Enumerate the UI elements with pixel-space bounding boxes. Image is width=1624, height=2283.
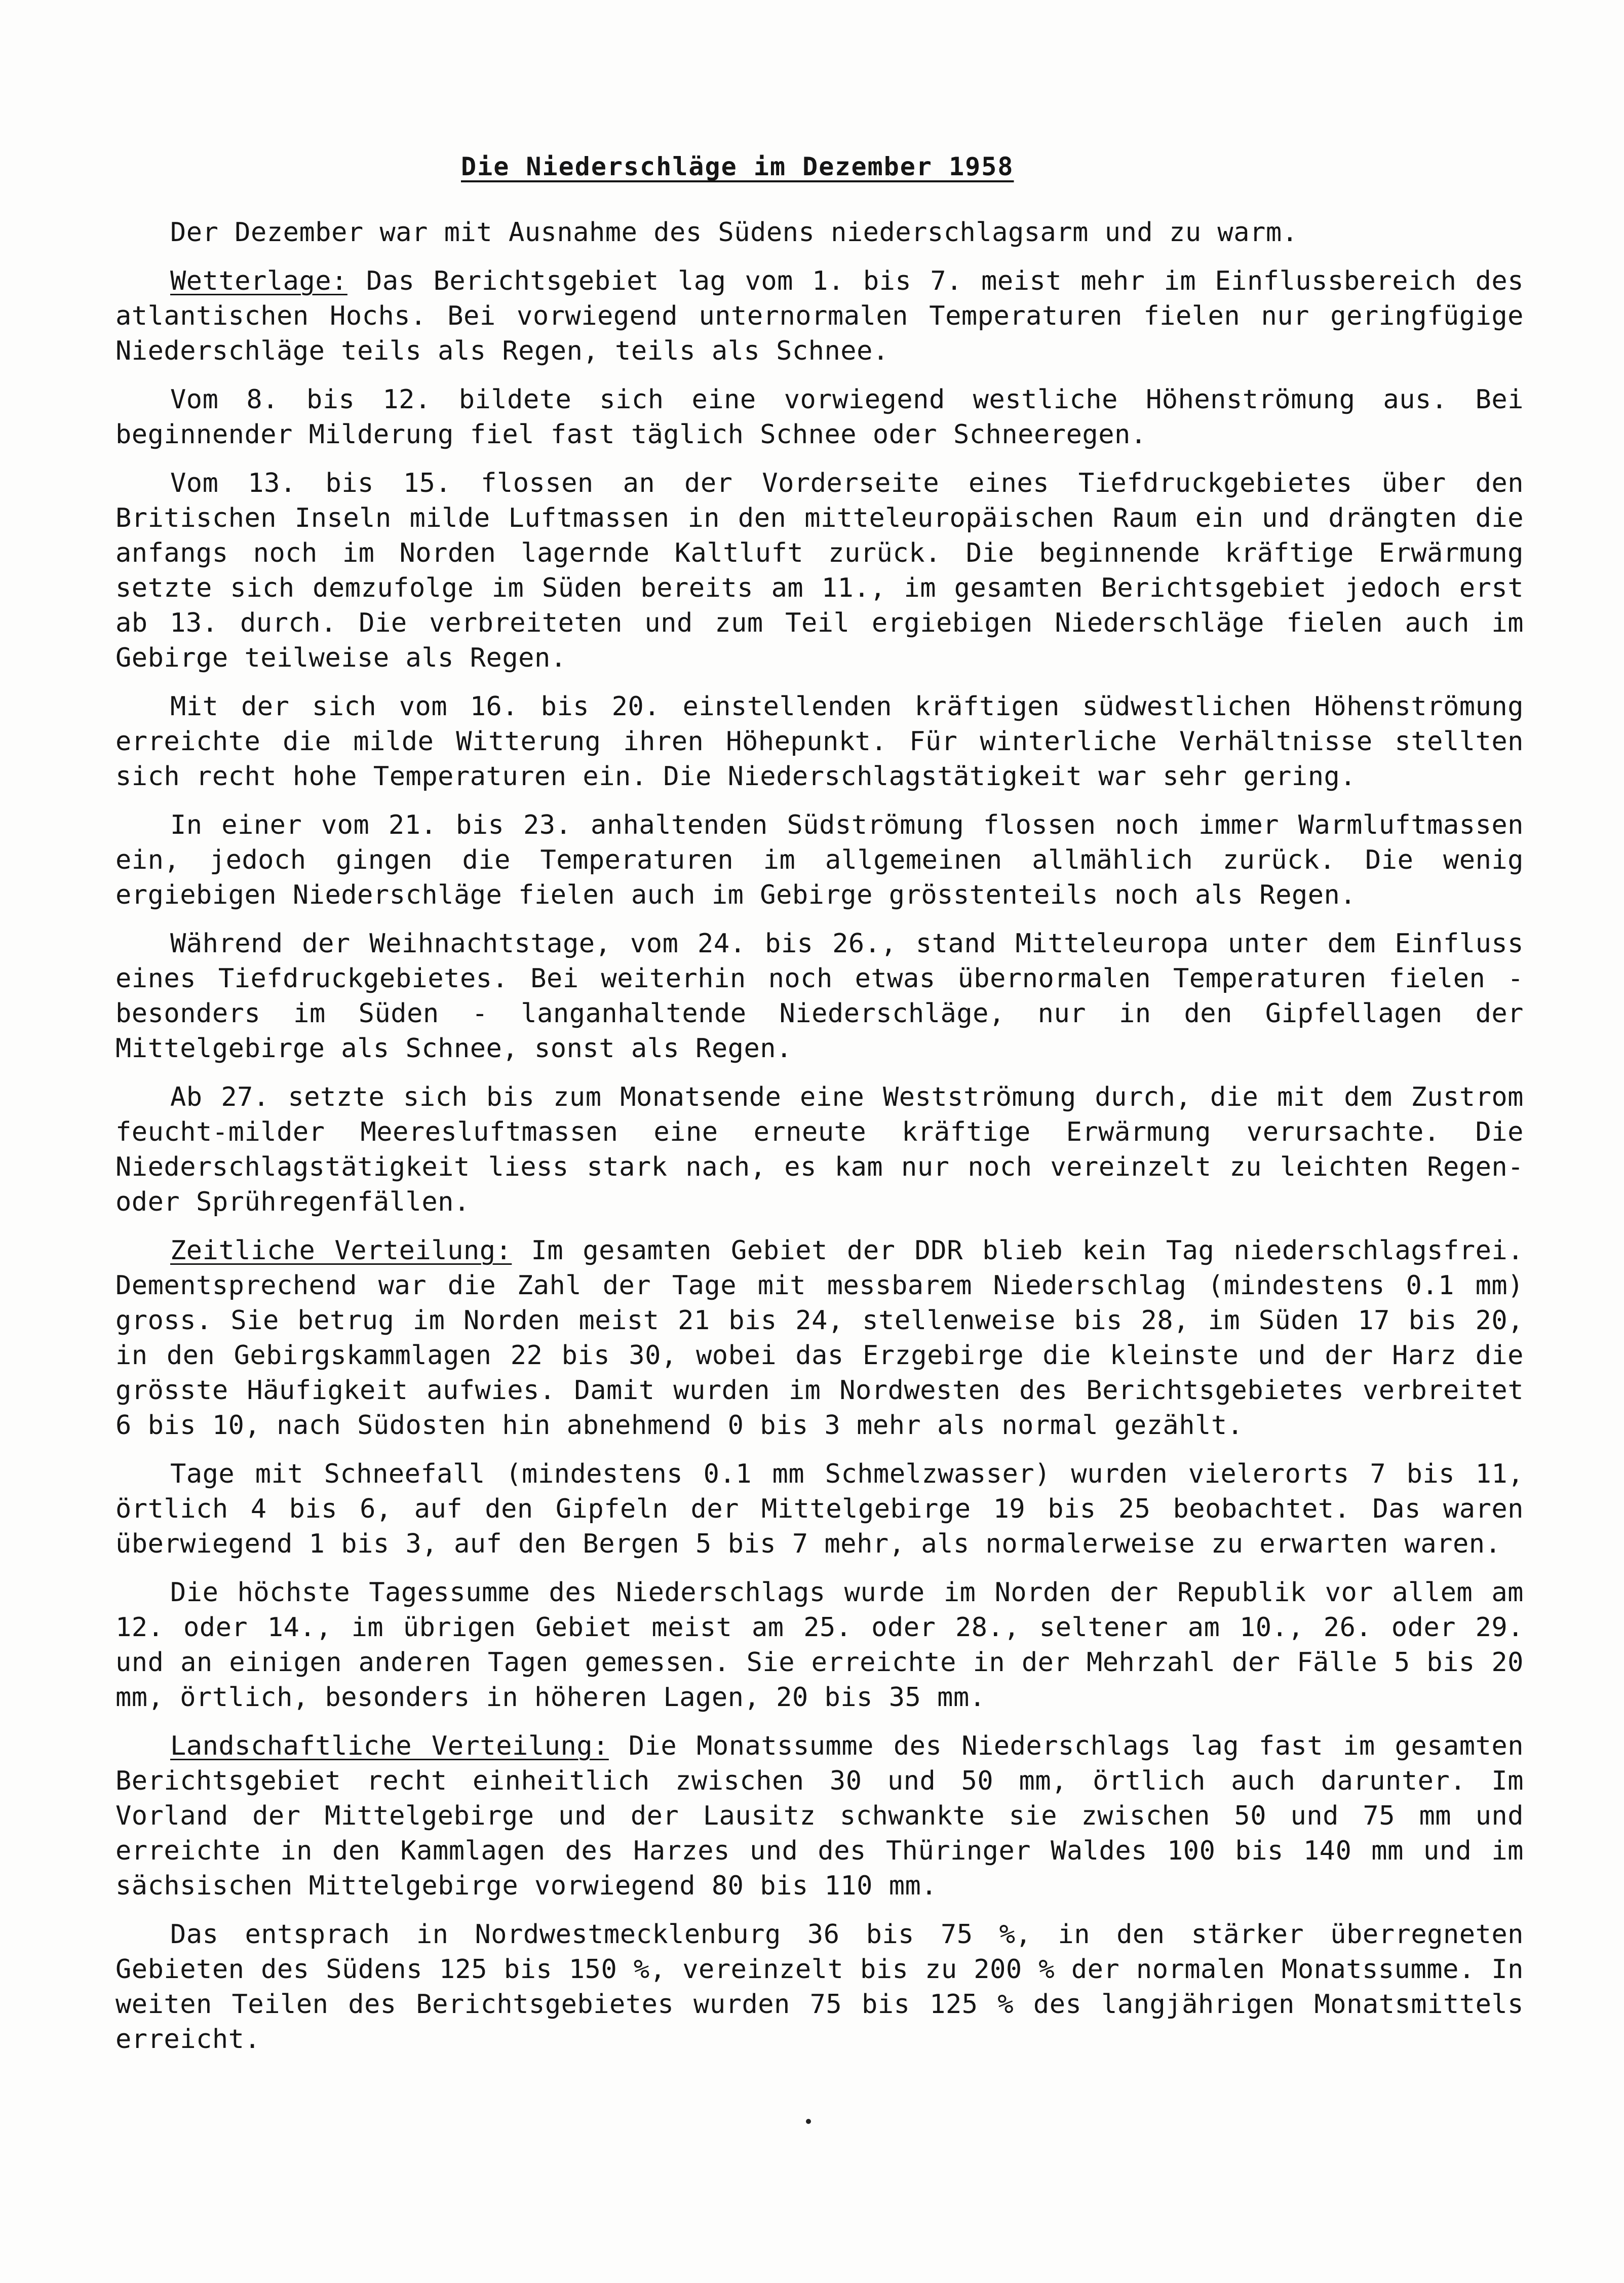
section-heading-wetterlage: Wetterlage:: [170, 266, 347, 296]
paragraph-27: [115, 1080, 1524, 1220]
paragraph-text: Mit der sich vom 16. bis 20. einstellenden kräftigen südwestlichen Höhenströmung erreichte die milde Witterung ihren Höhepunkt. Für winterliche Verhältnisse stellten sich recht hohe Temperaturen ein. Die Niederschlagstätigkeit war sehr gering.: [115, 691, 1524, 792]
paragraph-text: Im gesamten Gebiet der DDR blieb kein Tag niederschlagsfrei. Dementsprechend war die Zahl der Tage mit messbarem Niederschlag (mindestens 0.1 mm) gross. Sie betrug im Norden meist 21 bis 24, stellenweise bis 28, im Süden 17 bis 20, in den Gebirgskammlagen 22 bis 30, wobei das Erzgebirge die kleinste und der Harz die grösste Häufigkeit aufwies. Damit wurden im Nordwesten des Berichtsgebietes verbreitet 6 bis 10, nach Südosten hin abnehmend 0 bis 3 mehr als normal gezählt.: [115, 1235, 1524, 1441]
paragraph-text: Vom 13. bis 15. flossen an der Vorderseite eines Tiefdruckgebietes über den Britischen Inseln milde Luftmassen in den mitteleuropäischen Raum ein und drängten die anfangs noch im Norden lagernde Kaltluft zurück. Die beginnende kräftige Erwärmung setzte sich demzufolge im Süden bereits am 11., im gesamten Berichtsgebiet jedoch erst ab 13. durch. Die verbreiteten und zum Teil ergiebigen Niederschläge fielen auch im Gebirge teilweise als Regen.: [115, 468, 1524, 673]
paragraph-text: Das Berichtsgebiet lag vom 1. bis 7. meist mehr im Einflussbereich des atlantischen Hochs. Bei vorwiegend unternormalen Temperaturen fielen nur geringfügige Niederschläge teils als Regen, teils als Schnee.: [115, 266, 1524, 366]
paragraph-16-20: [115, 689, 1524, 794]
paragraph-text: Ab 27. setzte sich bis zum Monatsende eine Westströmung durch, die mit dem Zustrom feucht-milder Meeresluftmassen eine erneute kräftige Erwärmung verursachte. Die Niederschlagstätigkeit liess stark nach, es kam nur noch vereinzelt zu leichten Regen- oder Sprühregenfällen.: [115, 1082, 1524, 1217]
paragraph-zeitliche-verteilung: [115, 1233, 1524, 1443]
paragraph-wetterlage: [115, 264, 1524, 369]
paragraph-prozent: [115, 1917, 1524, 2057]
document-body: [115, 215, 1524, 2071]
paragraph-24-26: [115, 926, 1524, 1066]
paragraph-8-12: [115, 382, 1524, 452]
paragraph-text: Die höchste Tagessumme des Niederschlags wurde im Norden der Republik vor allem am 12. oder 14., im übrigen Gebiet meist am 25. oder 28., seltener am 10., 26. oder 29. und an einigen anderen Tagen gemessen. Sie erreichte in der Mehrzahl der Fälle 5 bis 20 mm, örtlich, besonders in höheren Lagen, 20 bis 35 mm.: [115, 1577, 1524, 1713]
ink-dot: [806, 2119, 811, 2124]
paragraph-tagessumme: [115, 1575, 1524, 1715]
paragraph-13-15: [115, 466, 1524, 676]
document-title: Die Niederschläge im Dezember 1958: [461, 152, 1014, 181]
paragraph-text: Die Monatssumme des Niederschlags lag fast im gesamten Berichtsgebiet recht einheitlich zwischen 30 und 50 mm, örtlich auch darunter. Im Vorland der Mittelgebirge und der Lausitz schwankte sie zwischen 50 und 75 mm und erreichte in den Kammlagen des Harzes und des Thüringer Waldes 100 bis 140 mm und im sächsischen Mittelgebirge vorwiegend 80 bis 110 mm.: [115, 1731, 1524, 1901]
paragraph-21-23: [115, 808, 1524, 913]
section-heading-landschaftliche-verteilung: Landschaftliche Verteilung:: [170, 1731, 609, 1761]
section-heading-zeitliche-verteilung: Zeitliche Verteilung:: [170, 1235, 512, 1266]
paragraph-text: Vom 8. bis 12. bildete sich eine vorwiegend westliche Höhenströmung aus. Bei beginnender Milderung fiel fast täglich Schnee oder Schneeregen.: [115, 384, 1524, 450]
paragraph-text: Tage mit Schneefall (mindestens 0.1 mm Schmelzwasser) wurden vielerorts 7 bis 11, örtlich 4 bis 6, auf den Gipfeln der Mittelgebirge 19 bis 25 beobachtet. Das waren überwiegend 1 bis 3, auf den Bergen 5 bis 7 mehr, als normalerweise zu erwarten waren.: [115, 1459, 1524, 1559]
paragraph-text: Während der Weihnachtstage, vom 24. bis 26., stand Mitteleuropa unter dem Einfluss eines Tiefdruckgebietes. Bei weiterhin noch etwas übernormalen Temperaturen fielen - besonders im Süden - langanhaltende Niederschläge, nur in den Gipfellagen der Mittelgebirge als Schnee, sonst als Regen.: [115, 928, 1524, 1064]
paragraph-intro: [115, 215, 1524, 250]
paragraph-text: Das entsprach in Nordwestmecklenburg 36 bis 75 %, in den stärker überregneten Gebieten des Südens 125 bis 150 %, vereinzelt bis zu 200 % der normalen Monatssumme. In weiten Teilen des Berichtsgebietes wurden 75 bis 125 % des langjährigen Monatsmittels erreicht.: [115, 1919, 1524, 2055]
paragraph-text: Der Dezember war mit Ausnahme des Südens niederschlagsarm und zu warm.: [170, 217, 1298, 248]
paragraph-schneefall: [115, 1457, 1524, 1562]
paragraph-text: In einer vom 21. bis 23. anhaltenden Südströmung flossen noch immer Warmluftmassen ein, jedoch gingen die Temperaturen im allgemeinen allmählich zurück. Die wenig ergiebigen Niederschläge fielen auch im Gebirge grösstenteils noch als Regen.: [115, 810, 1524, 910]
paragraph-landschaftliche-verteilung: [115, 1729, 1524, 1904]
